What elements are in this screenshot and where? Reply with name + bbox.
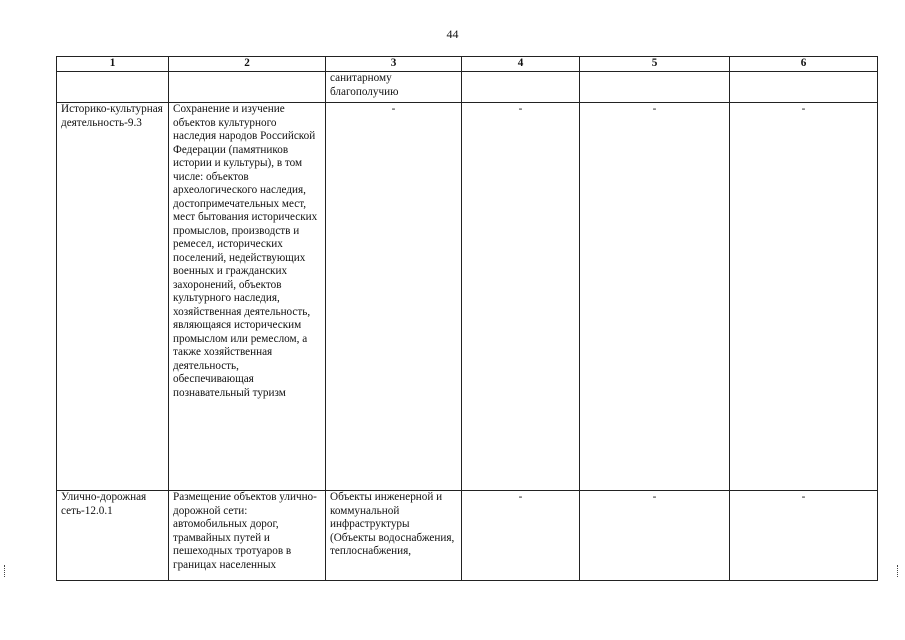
scan-edge-mark [897,565,900,577]
column-header: 3 [326,57,462,72]
table-cell: Улично-дорожная сеть-12.0.1 [57,491,169,581]
table-cell [57,72,169,103]
table-cell: санитарному благополучию [326,72,462,103]
page-number: 44 [446,27,459,41]
table-cell [169,72,326,103]
land-use-table [56,56,878,581]
table-row [57,72,878,103]
table-cell: Сохранение и изучение объектов культурного наследия народов Российской Федерации (памятников истории и культуры), в том числе: объектов археологического наследия, достопримечательных мест, мест бытования исторических промыслов, производств и ремесел, исторических поселений, недействующих военных и гражданских захоронений, объектов культурного наследия, хозяйственная деятельность, являющаяся историческим промыслом или ремеслом, а также хозяйственная деятельность, обеспечивающая познавательный туризм [169,103,326,491]
table-cell [730,72,878,103]
table-cell: - [730,103,878,491]
table-row [57,103,878,491]
table-cell: Размещение объектов улично-дорожной сети: автомобильных дорог, трамвайных путей и пешеходных тротуаров в границах населенных [169,491,326,581]
table-header-row [57,57,878,72]
column-header: 1 [57,57,169,72]
table-cell: - [730,491,878,581]
column-header: 4 [462,57,580,72]
table-cell: Историко-культурная деятельность-9.3 [57,103,169,491]
table-cell: - [326,103,462,491]
table-cell: - [580,491,730,581]
column-header: 5 [580,57,730,72]
table-cell: - [462,491,580,581]
scan-edge-mark [4,565,7,577]
column-header: 2 [169,57,326,72]
table-cell: - [580,103,730,491]
table-row [57,491,878,581]
column-header: 6 [730,57,878,72]
table-cell [580,72,730,103]
table-cell: - [462,103,580,491]
table-cell [462,72,580,103]
table-cell: Объекты инженерной и коммунальной инфраструктуры (Объекты водоснабжения, теплоснабжения, [326,491,462,581]
